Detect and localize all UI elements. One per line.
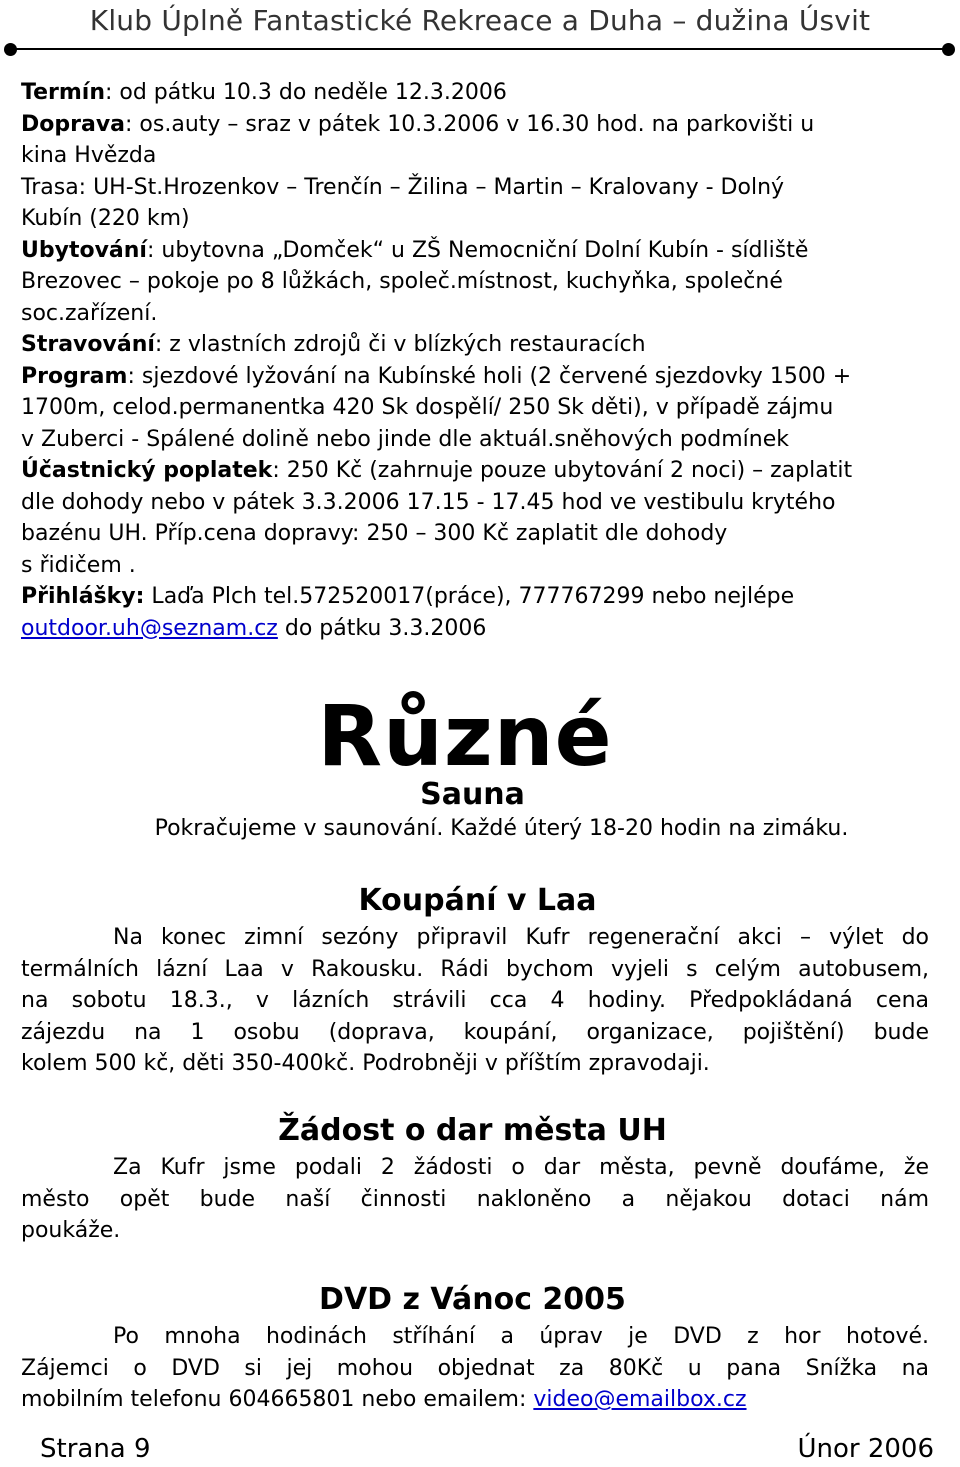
event-line	[21, 77, 933, 109]
paragraph-line: kolem 500 kč, děti 350-400kč. Podrobněji v příštím zpravodaji.	[21, 1051, 710, 1076]
food-label: Stravování	[21, 332, 155, 357]
food-text: : z vlastních zdrojů či v blízkých restauracích	[154, 332, 646, 357]
zadost-text	[21, 1152, 929, 1247]
paragraph-line: Po mnoha hodinách stříhání a úprav je DVD z hor hotové.	[113, 1324, 929, 1349]
signup-label: Přihlášky:	[21, 584, 145, 609]
transport-label: Doprava	[21, 111, 126, 137]
event-line	[21, 109, 933, 141]
fee-label: Účastnický poplatek	[21, 458, 273, 483]
term-label: Termín	[21, 80, 105, 105]
signup-deadline: do pátku 3.3.2006	[277, 615, 487, 641]
zadost-title: Žádost o dar města UH	[278, 1113, 667, 1148]
rule-dot-left	[4, 43, 17, 56]
event-line: dle dohody nebo v pátek 3.3.2006 17.15 - 17.45 hod ve vestibulu krytého	[21, 489, 836, 515]
dvd-email-link[interactable]: video@emailbox.cz	[533, 1387, 747, 1412]
paragraph-line	[21, 1384, 929, 1416]
event-line: Trasa: UH-St.Hrozenkov – Trenčín – Žilina – Martin – Kralovany - Dolný	[21, 174, 785, 200]
event-line: soc.zařízení.	[21, 300, 158, 326]
paragraph-line: na sobotu 18.3., v lázních strávili cca 4 hodiny. Předpokládaná cena	[21, 988, 929, 1013]
dvd-title: DVD z Vánoc 2005	[319, 1282, 626, 1317]
paragraph-line: Zájemci o DVD si jej mohou objednat za 80Kč u pana Snížka na	[21, 1355, 929, 1381]
header-rule	[10, 48, 948, 50]
accommodation-text: : ubytovna „Domček“ u ZŠ Nemocniční Dolní Kubín - sídliště	[146, 237, 809, 263]
rule-dot-right	[942, 43, 955, 56]
event-info	[21, 77, 933, 644]
event-line	[21, 361, 933, 393]
page-number: Strana 9	[40, 1434, 151, 1464]
event-line: 1700m, celod.permanentka 420 Sk dospělí/ 250 Sk děti), v případě zájmu	[21, 395, 834, 420]
event-line	[21, 581, 933, 613]
signup-text: Laďa Plch tel.572520017(práce), 777767299 nebo nejlépe	[144, 584, 795, 609]
event-line: bazénu UH. Příp.cena dopravy: 250 – 300 Kč zaplatit dle dohody	[21, 521, 728, 546]
transport-text: : os.auty – sraz v pátek 10.3.2006 v 16.30 hod. na parkovišti u	[125, 111, 815, 137]
event-line: Kubín (220 km)	[21, 206, 190, 231]
event-line: s řidičem .	[21, 552, 136, 578]
event-line	[21, 329, 933, 361]
event-line: Brezovec – pokoje po 8 lůžkách, společ.místnost, kuchyňka, společné	[21, 269, 783, 294]
program-label: Program	[21, 363, 128, 389]
event-line: kina Hvězda	[21, 143, 157, 168]
sauna-title: Sauna	[420, 777, 525, 812]
section-heading-ruzne: Různé	[317, 687, 613, 785]
paragraph-line: zájezdu na 1 osobu (doprava, koupání, organizace, pojištění) bude	[21, 1019, 929, 1045]
event-line: v Zuberci - Spálené dolině nebo jinde dle aktuál.sněhových podmínek	[21, 426, 789, 452]
paragraph-line: Na konec zimní sezóny připravil Kufr regenerační akci – výlet do	[113, 925, 929, 950]
paragraph-line: poukáže.	[21, 1218, 121, 1243]
signup-email-link[interactable]: outdoor.uh@seznam.cz	[21, 615, 278, 641]
dvd-text	[21, 1321, 929, 1416]
sauna-text: Pokračujeme v saunování. Každé úterý 18-20 hodin na zimáku.	[154, 816, 849, 841]
event-line	[21, 235, 933, 267]
koupani-title: Koupání v Laa	[358, 883, 597, 918]
program-text: : sjezdové lyžování na Kubínské holi (2 červené sjezdovky 1500 +	[127, 363, 852, 389]
event-line	[21, 613, 933, 645]
event-line	[21, 455, 933, 487]
fee-text: : 250 Kč (zahrnuje pouze ubytování 2 noci) – zaplatit	[272, 458, 853, 483]
issue-date: Únor 2006	[797, 1434, 934, 1464]
koupani-text	[21, 922, 929, 1080]
header-title: Klub Úplně Fantastické Rekreace a Duha – dužina Úsvit	[89, 4, 871, 37]
term-text: : od pátku 10.3 do neděle 12.3.2006	[104, 80, 507, 105]
paragraph-line: Za Kufr jsme podali 2 žádosti o dar města, pevně doufáme, že	[113, 1155, 929, 1180]
paragraph-line: město opět bude naší činnosti nakloněno a nějakou dotaci nám	[21, 1186, 929, 1212]
paragraph-line: termálních lázní Laa v Rakousku. Rádi bychom vyjeli s celým autobusem,	[21, 956, 929, 982]
dvd-contact-text: mobilním telefonu 604665801 nebo emailem:	[21, 1387, 534, 1412]
accommodation-label: Ubytování	[21, 237, 147, 263]
